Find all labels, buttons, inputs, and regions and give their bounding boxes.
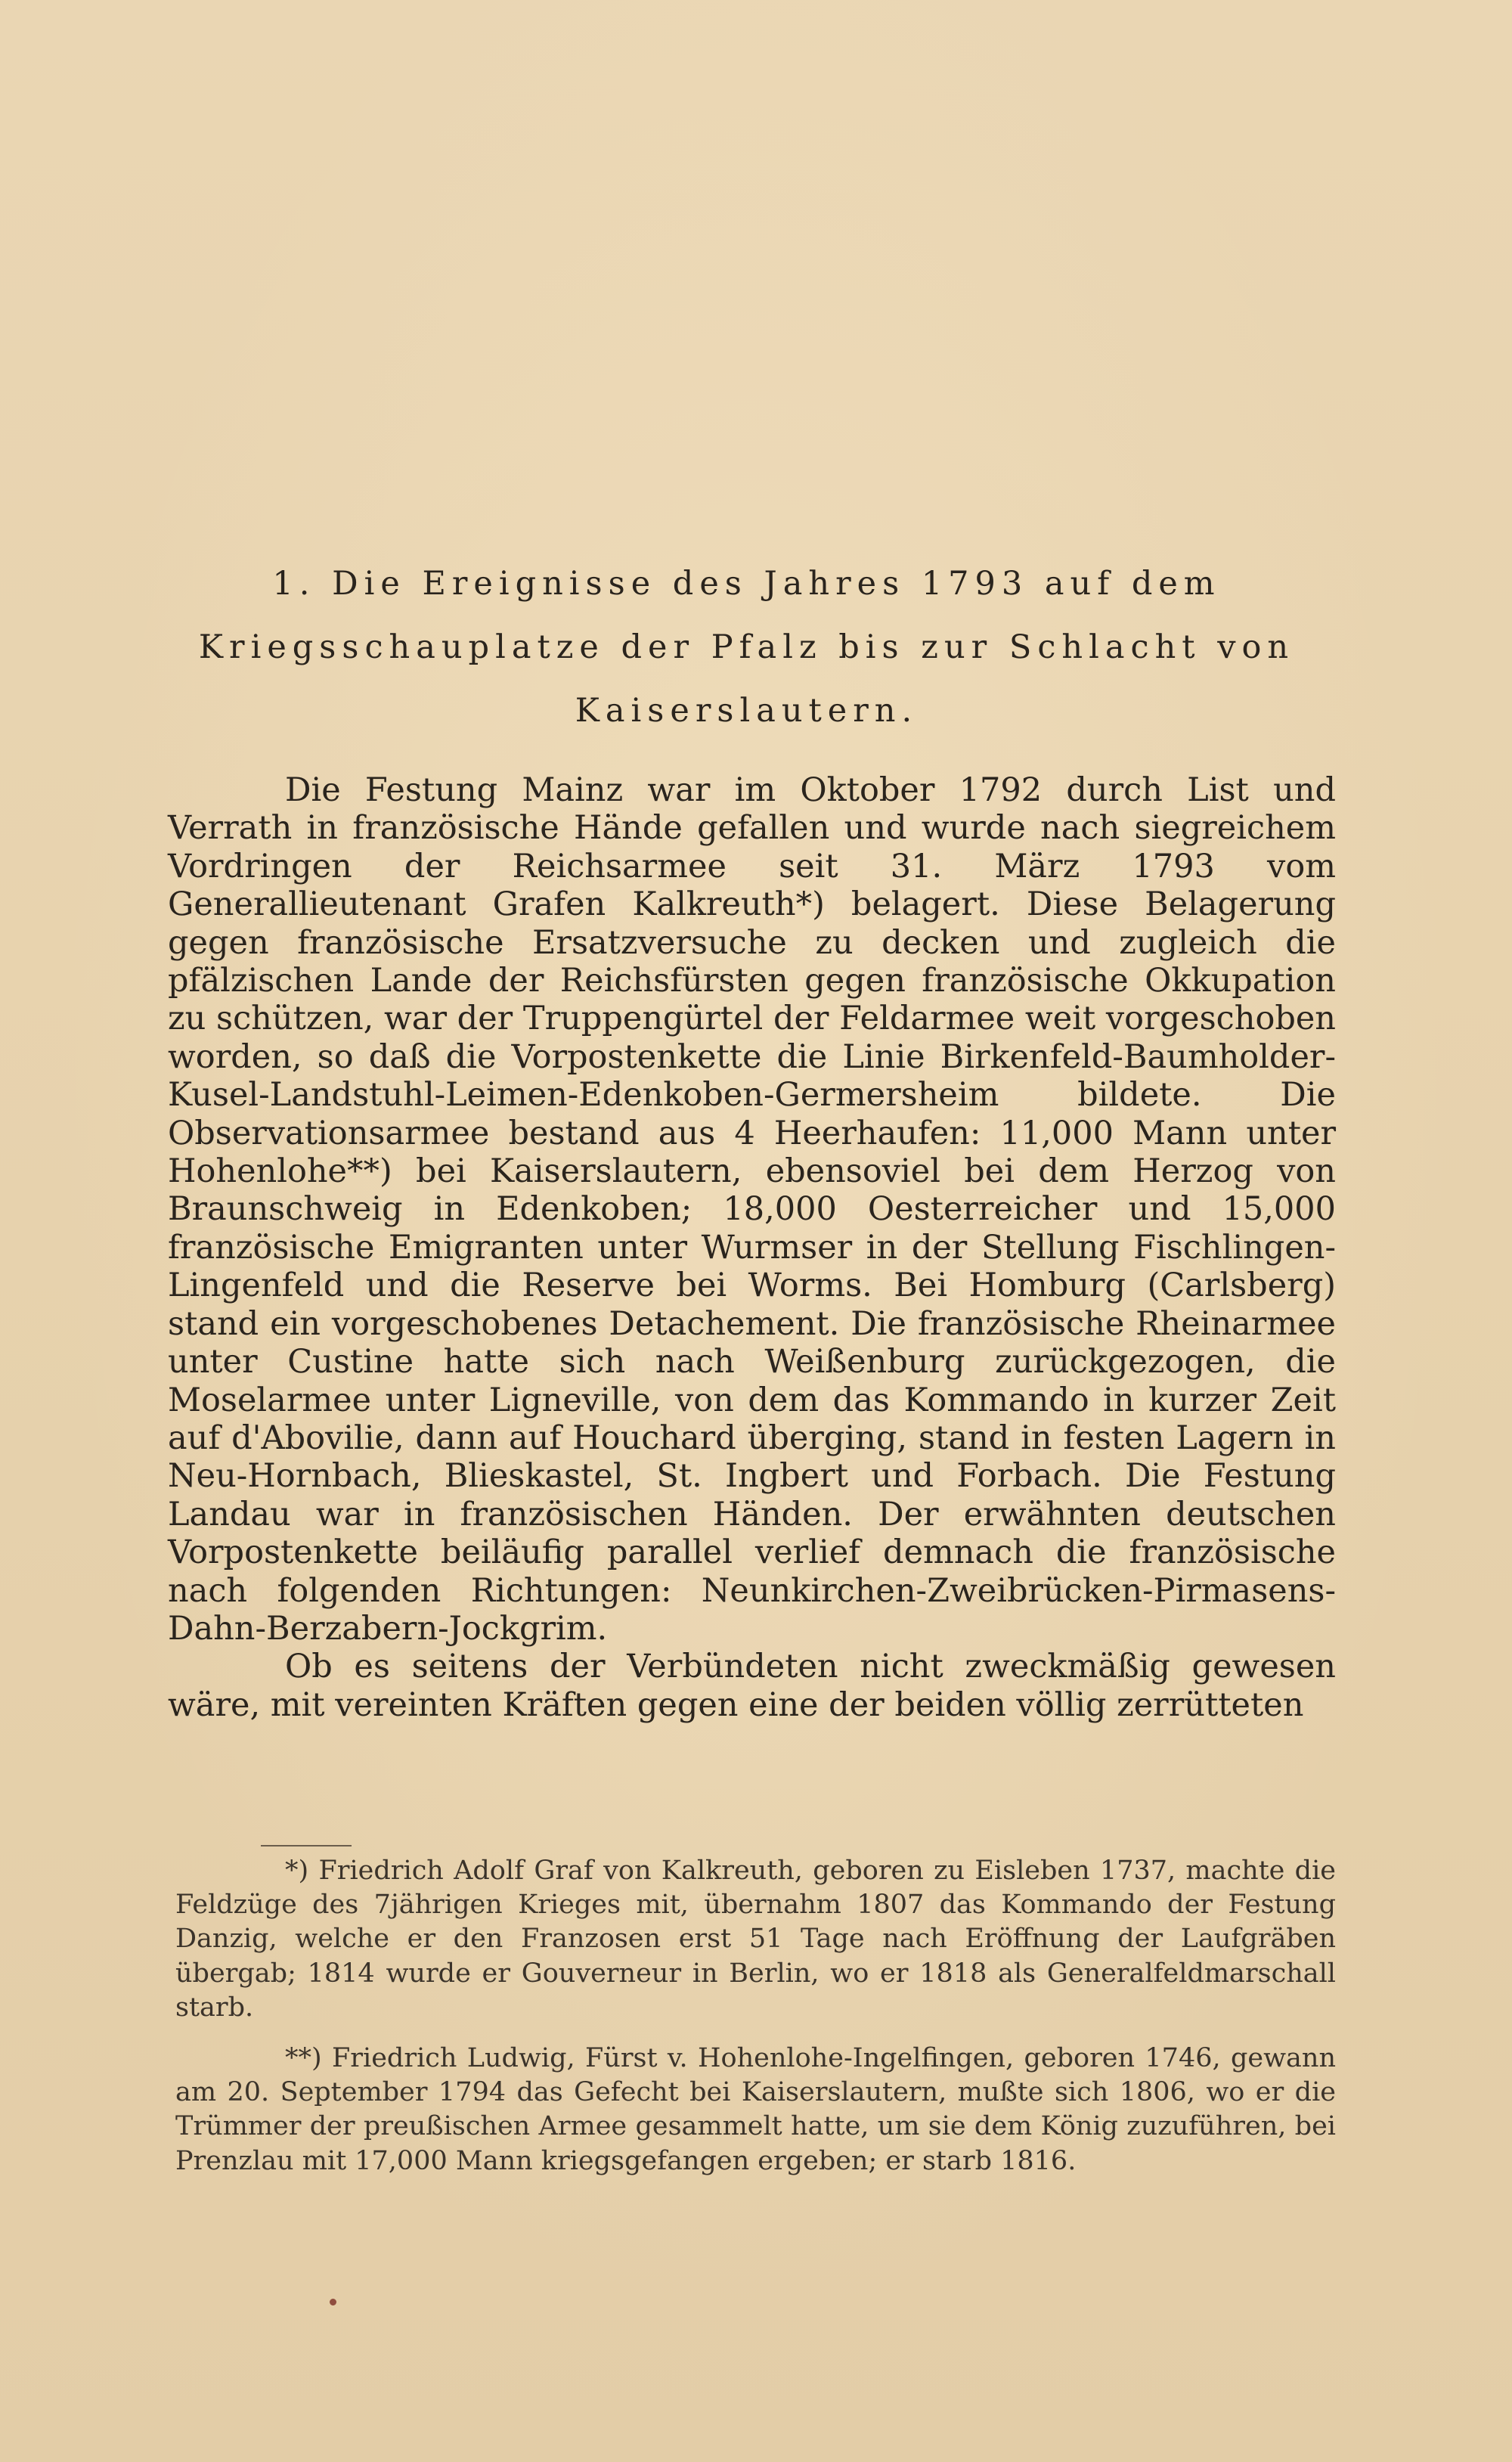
paragraph: Die Festung Mainz war im Oktober 1792 durch List und Verrath in französische Hände gefallen und wurde nach siegreichem Vordringen der Reichsarmee seit 31. März 1793 vom Generallieutenant Grafen Kalkreuth*) belagert. Diese Belagerung gegen französische Ersatzversuche zu decken und zugleich die pfälzischen Lande der Reichsfürsten gegen französische Okkupation zu schützen, war der Truppengürtel der Feldarmee weit vorgeschoben worden, so daß die Vorpostenkette die Linie Birkenfeld-Baumholder-Kusel-Landstuhl-Leimen-Edenkoben-Germersheim bildete. Die Observationsarmee bestand aus 4 Heerhaufen: 11,000 Mann unter Hohenlohe**) bei Kaiserslautern, ebensoviel bei dem Herzog von Braunschweig in Edenkoben; 18,000 Oesterreicher und 15,000 französische Emigranten unter Wurmser in der Stellung Fischlingen-Lingenfeld und die Reserve bei Worms. Bei Homburg (Carlsberg) stand ein vorgeschobenes Detachement. Die französische Rheinarmee unter Custine hatte sich nach Weißenburg zurückgezogen, die Moselarmee unter Ligneville, von dem das Kommando in kurzer Zeit auf d'Abovilie, dann auf Houchard überging, stand in festen Lagern in Neu-Hornbach, Blieskastel, St. Ingbert und Forbach. Die Festung Landau war in französischen Händen. Der erwähnten deutschen Vorpostenkette beiläufig parallel verlief demnach die französische nach folgenden Richtungen: Neunkirchen-Zweibrücken-Pirmasens-Dahn-Berzabern-Jockgrim. xyxy=(168,771,1336,1648)
footnote-2: **) Friedrich Ludwig, Fürst v. Hohenlohe-Ingelfingen, geboren 1746, gewann am 20. September 1794 das Gefecht bei Kaiserslautern, mußte sich 1806, wo er die Trümmer der preußischen Armee gesammelt hatte, um sie dem König zuzuführen, bei Prenzlau mit 17,000 Mann kriegsgefangen ergeben; er starb 1816. xyxy=(175,2043,1336,2176)
footnote-1: *) Friedrich Adolf Graf von Kalkreuth, geboren zu Eisleben 1737, machte die Feldzüge des 7jährigen Krieges mit, übernahm 1807 das Kommando der Festung Danzig, welche er den Franzosen erst 51 Tage nach Eröffnung der Laufgräben übergab; 1814 wurde er Gouverneur in Berlin, wo er 1818 als Generalfeldmarschall starb. xyxy=(175,1856,1336,2023)
ink-stain xyxy=(330,2299,336,2305)
paragraph: Ob es seitens der Verbündeten nicht zweckmäßig gewesen wäre, mit vereinten Kräften gegen eine der beiden völlig zerrütteten xyxy=(168,1648,1336,1724)
chapter-heading xyxy=(155,552,1338,743)
footnote-separator xyxy=(261,1845,352,1846)
chapter-number: 1. xyxy=(272,565,316,603)
main-text xyxy=(168,771,1336,1724)
footnotes xyxy=(175,1854,1336,2195)
chapter-title: Die Ereignisse des Jahres 1793 auf dem Kriegsschauplatze der Pfalz bis zur Schlacht von Kaiserslautern. xyxy=(198,565,1295,730)
